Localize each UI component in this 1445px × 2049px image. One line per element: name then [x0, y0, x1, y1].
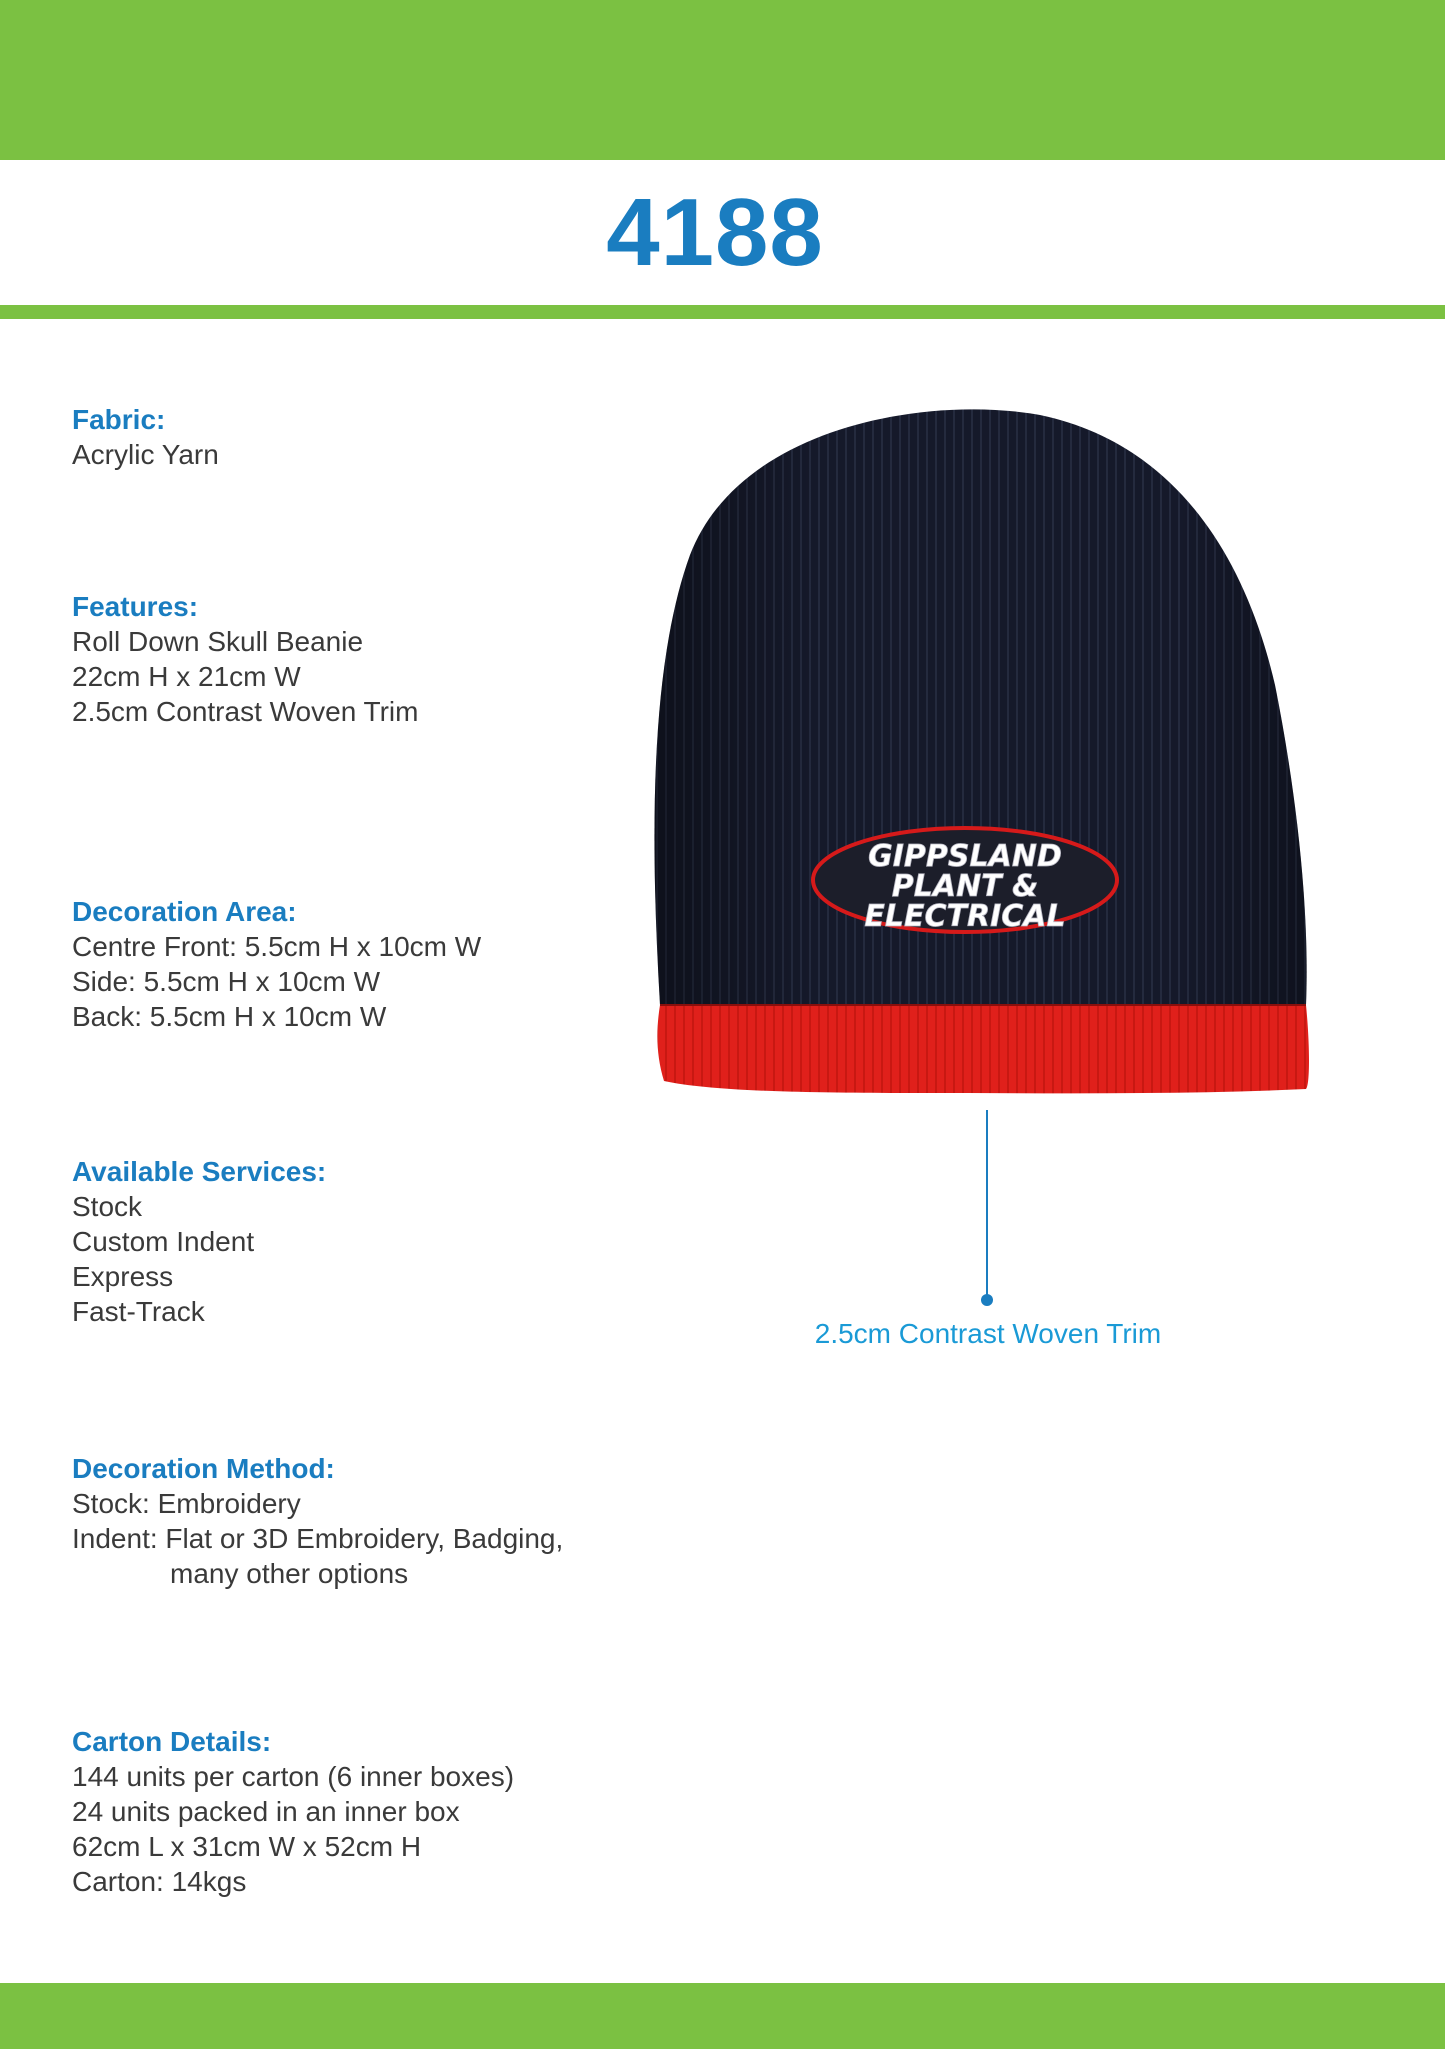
carton-details-section — [72, 1724, 514, 1899]
section-line: Carton: 14kgs — [72, 1866, 247, 1897]
callout-dot — [981, 1294, 993, 1306]
section-line: Stock — [72, 1191, 143, 1222]
section-line: Side: 5.5cm H x 10cm W — [72, 966, 381, 997]
section-heading: Decoration Method: — [72, 1453, 335, 1484]
section-line: 22cm H x 21cm W — [72, 661, 301, 692]
section-line: Fast-Track — [72, 1296, 205, 1327]
title-divider — [0, 305, 1445, 319]
section-line: 24 units packed in an inner box — [72, 1796, 460, 1827]
fabric-section — [72, 402, 219, 472]
section-line: 2.5cm Contrast Woven Trim — [72, 696, 419, 727]
top-green-band — [0, 0, 1445, 160]
callout-line — [986, 1110, 988, 1300]
callout-label: 2.5cm Contrast Woven Trim — [814, 1318, 1162, 1349]
available-services-section — [72, 1154, 326, 1329]
embroidered-logo — [813, 828, 1117, 934]
section-heading: Carton Details: — [72, 1726, 272, 1757]
decoration-area-section — [72, 894, 481, 1034]
section-line: Stock: Embroidery — [72, 1488, 301, 1519]
section-line: Roll Down Skull Beanie — [72, 626, 364, 657]
logo-line-2: PLANT & — [891, 869, 1039, 904]
section-line: Indent: Flat or 3D Embroidery, Badging, — [72, 1523, 564, 1554]
features-section — [72, 589, 418, 729]
section-line: many other options — [170, 1558, 409, 1589]
product-code-title: 4188 — [606, 179, 824, 286]
section-line: Centre Front: 5.5cm H x 10cm W — [72, 931, 482, 962]
section-heading: Available Services: — [72, 1156, 327, 1187]
section-line: Back: 5.5cm H x 10cm W — [72, 1001, 387, 1032]
section-heading: Features: — [72, 591, 199, 622]
section-line: Custom Indent — [72, 1226, 255, 1257]
decoration-method-section — [72, 1451, 563, 1591]
bottom-green-band — [0, 1983, 1445, 2049]
beanie-product-image — [620, 405, 1320, 1105]
logo-line-1: GIPPSLAND — [868, 839, 1062, 874]
section-line: 62cm L x 31cm W x 52cm H — [72, 1831, 422, 1862]
section-line: Acrylic Yarn — [72, 439, 219, 470]
logo-line-3: ELECTRICAL — [864, 899, 1066, 934]
beanie-illustration — [620, 405, 1320, 1105]
section-line: 144 units per carton (6 inner boxes) — [72, 1761, 515, 1792]
section-heading: Fabric: — [72, 404, 166, 435]
beanie-trim — [657, 1005, 1309, 1093]
section-line: Express — [72, 1261, 174, 1292]
section-heading: Decoration Area: — [72, 896, 297, 927]
